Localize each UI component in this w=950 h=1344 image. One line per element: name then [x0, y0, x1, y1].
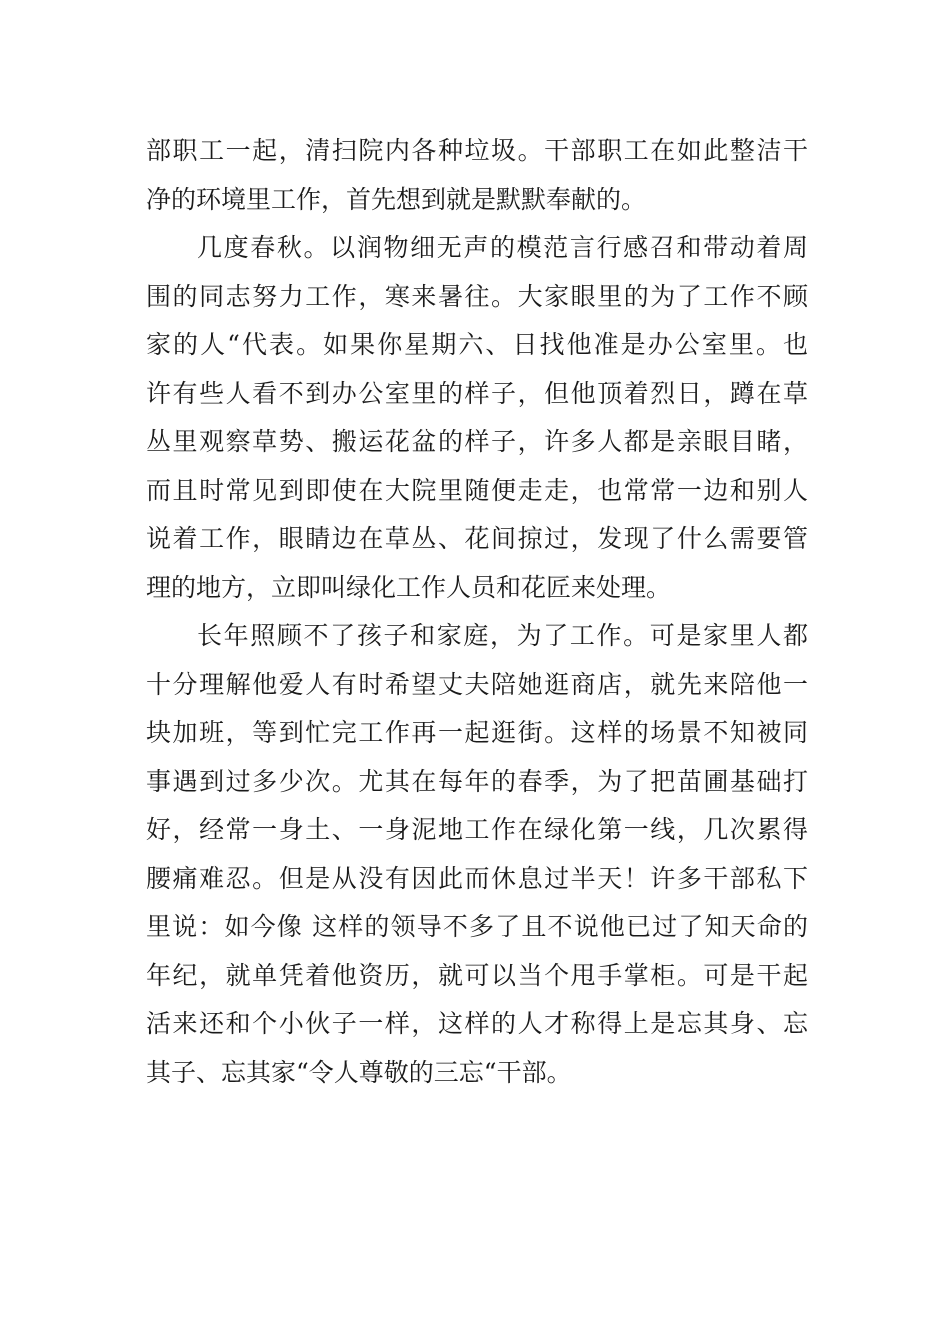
text-line: 部职工一起，清扫院内各种垃圾。干部职工在如此整洁干: [146, 136, 808, 165]
text-line: 许有些人看不到办公室里的样子，但他顶着烈日，蹲在草: [146, 378, 808, 408]
text-line: 里说：如今像 这样的领导不多了且不说他已过了知天命的: [146, 912, 808, 941]
text-line: 说着工作，眼睛边在草丛、花间掠过，发现了什么需要管: [146, 524, 808, 553]
text-line: 家的人“代表。如果你星期六、日找他准是办公室里。也: [146, 330, 808, 359]
text-line: 事遇到过多少次。尤其在每年的春季，为了把苗圃基础打: [146, 766, 808, 796]
text-line: 好，经常一身土、一身泥地工作在绿化第一线，几次累得: [146, 815, 808, 844]
text-line: 长年照顾不了孩子和家庭，为了工作。可是家里人都: [197, 621, 808, 650]
paragraph-2: [146, 224, 808, 612]
text-line: 而且时常见到即使在大院里随便走走，也常常一边和别人: [146, 475, 808, 505]
text-line: 腰痛难忍。但是从没有因此而休息过半天！许多干部私下: [146, 863, 808, 893]
text-line: 净的环境里工作，首先想到就是默默奉献的。: [146, 184, 647, 214]
text-line: 年纪，就单凭着他资历，就可以当个甩手掌柜。可是干起: [146, 960, 808, 990]
text-line: 块加班，等到忙完工作再一起逛街。这样的场景不知被同: [146, 718, 808, 747]
text-line: 围的同志努力工作，寒来暑往。大家眼里的为了工作不顾: [146, 281, 808, 311]
text-line: 理的地方，立即叫绿化工作人员和花匠来处理。: [146, 572, 672, 602]
text-line: 丛里观察草势、搬运花盆的样子，许多人都是亲眼目睹，: [146, 427, 808, 456]
text-line: 其子、忘其家“令人尊敬的三忘“干部。: [146, 1057, 572, 1087]
paragraph-1: [146, 127, 808, 224]
text-line: 活来还和个小伙子一样，这样的人才称得上是忘其身、忘: [146, 1009, 808, 1038]
document-body: [146, 127, 808, 1097]
text-line: 十分理解他爱人有时希望丈夫陪她逛商店，就先来陪他一: [146, 669, 808, 699]
text-line: 几度春秋。以润物细无声的模范言行感召和带动着周: [197, 233, 808, 262]
paragraph-3: [146, 612, 808, 1097]
